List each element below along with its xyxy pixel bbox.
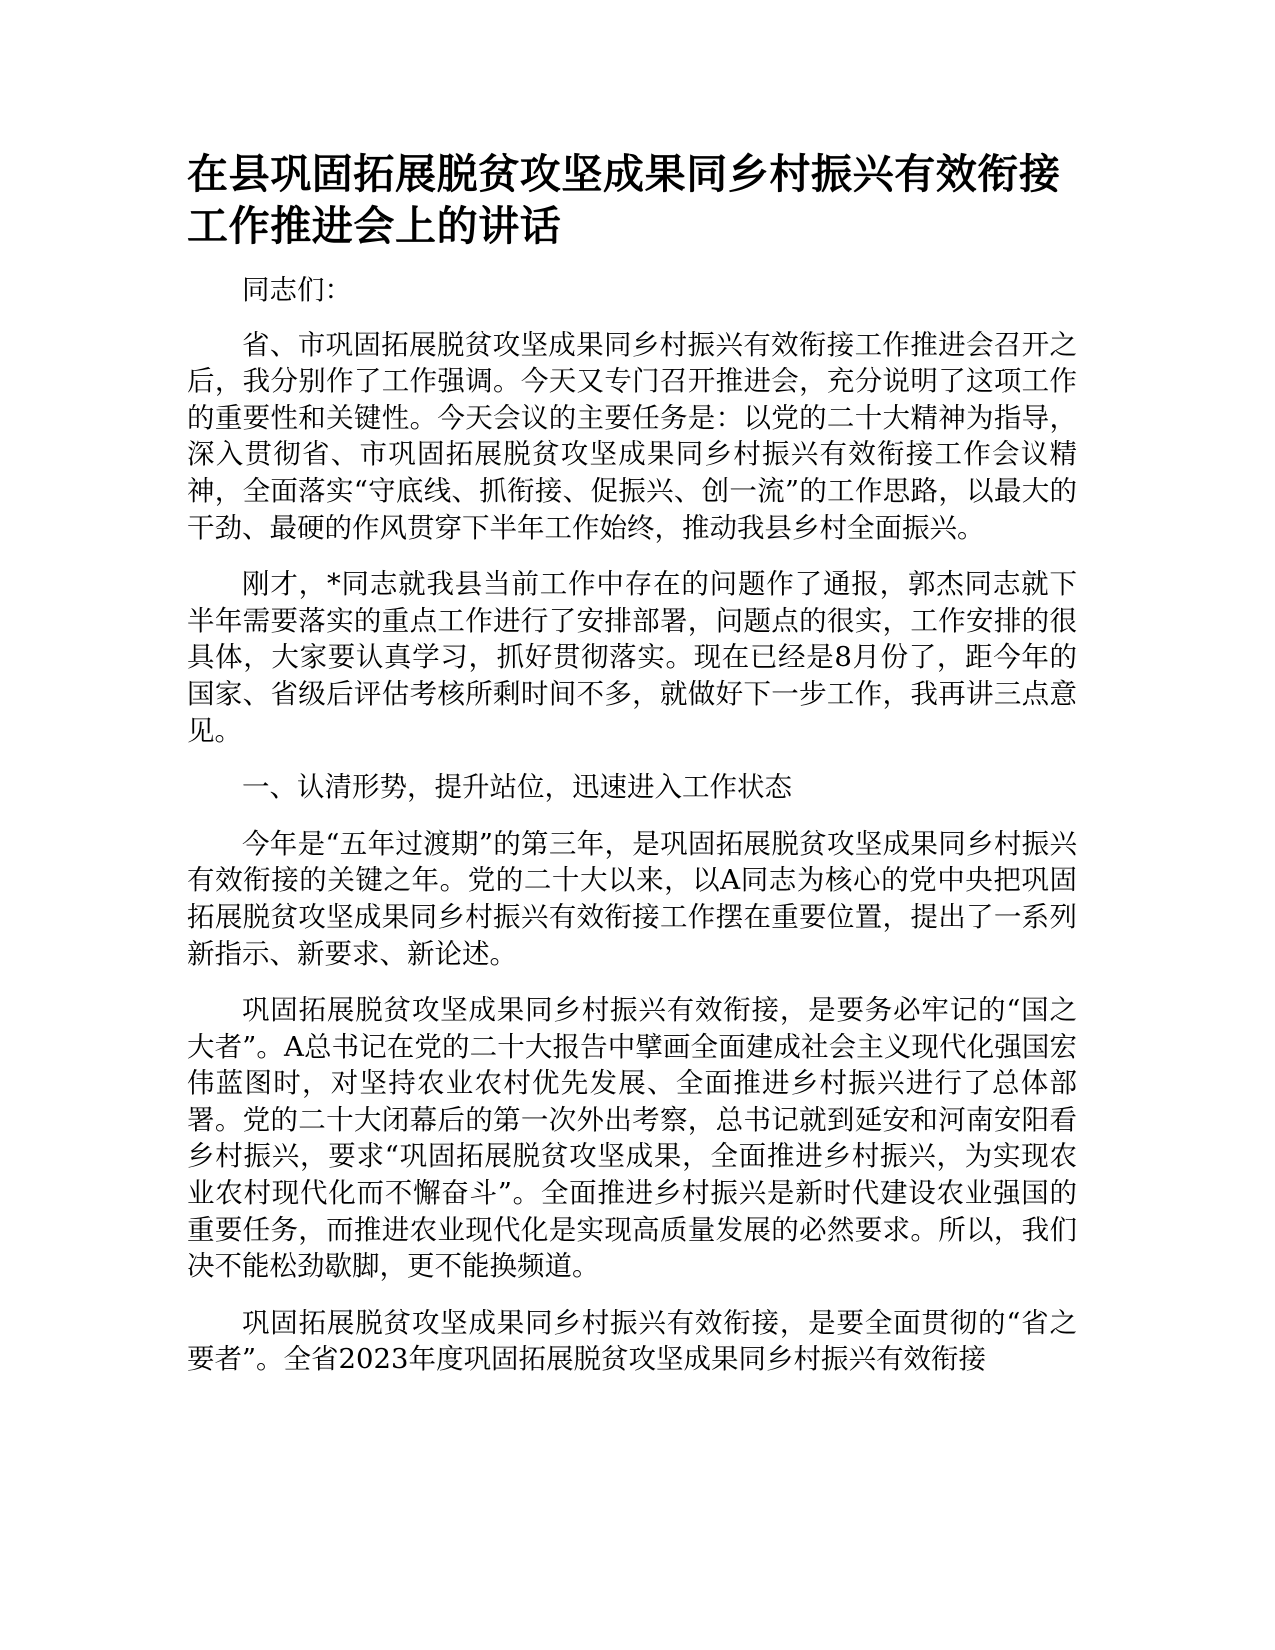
paragraph-3: 今年是“五年过渡期”的第三年，是巩固拓展脱贫攻坚成果同乡村振兴有效衔接的关键之年。党的二十大以来，以A同志为核心的党中央把巩固拓展脱贫攻坚成果同乡村振兴有效衔接工作摆在重要位置，提出了一系列新指示、新要求、新论述。 xyxy=(187,827,1077,970)
paragraph-1: 省、市巩固拓展脱贫攻坚成果同乡村振兴有效衔接工作推进会召开之后，我分别作了工作强调。今天又专门召开推进会，充分说明了这项工作的重要性和关键性。今天会议的主要任务是：以党的二十大精神为指导，深入贯彻省、市巩固拓展脱贫攻坚成果同乡村振兴有效衔接工作会议精神，全面落实“守底线、抓衔接、促振兴、创一流”的工作思路，以最大的干劲、最硬的作风贯穿下半年工作始终，推动我县乡村全面振兴。 xyxy=(187,328,1077,544)
document-body xyxy=(187,148,1077,1398)
paragraph-4: 巩固拓展脱贫攻坚成果同乡村振兴有效衔接，是要务必牢记的“国之大者”。A总书记在党的二十大报告中擘画全面建成社会主义现代化强国宏伟蓝图时，对坚持农业农村优先发展、全面推进乡村振兴进行了总体部署。党的二十大闭幕后的第一次外出考察，总书记就到延安和河南安阳看乡村振兴，要求“巩固拓展脱贫攻坚成果，全面推进乡村振兴，为实现农业农村现代化而不懈奋斗”。全面推进乡村振兴是新时代建设农业强国的重要任务，而推进农业现代化是实现高质量发展的必然要求。所以，我们决不能松劲歇脚，更不能换频道。 xyxy=(187,994,1077,1283)
greeting: 同志们： xyxy=(242,274,352,306)
title-line-2: 工作推进会上的讲话 xyxy=(187,202,562,250)
section-heading-1: 一、认清形势，提升站位，迅速进入工作状态 xyxy=(242,771,792,804)
paragraph-5: 巩固拓展脱贫攻坚成果同乡村振兴有效衔接，是要全面贯彻的“省之要者”。全省2023年度巩固拓展脱贫攻坚成果同乡村振兴有效衔接 xyxy=(187,1306,1077,1376)
paragraph-2: 刚才，*同志就我县当前工作中存在的问题作了通报，郭杰同志就下半年需要落实的重点工作进行了安排部署，问题点的很实，工作安排的很具体，大家要认真学习，抓好贯彻落实。现在已经是8月份了，距今年的国家、省级后评估考核所剩时间不多，就做好下一步工作，我再讲三点意见。 xyxy=(187,568,1077,747)
title-line-1: 在县巩固拓展脱贫攻坚成果同乡村振兴有效衔接 xyxy=(187,150,1061,198)
document-title xyxy=(187,148,1077,252)
